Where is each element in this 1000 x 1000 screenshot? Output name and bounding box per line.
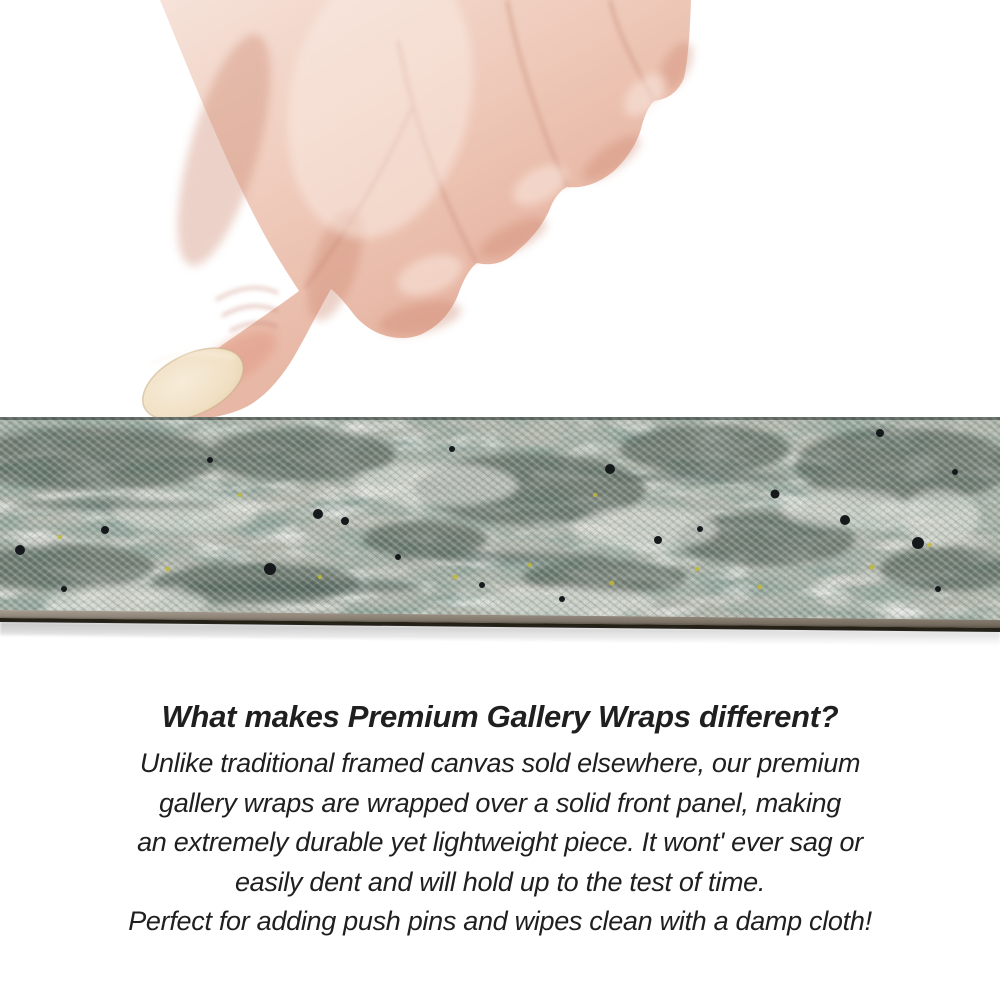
thumb xyxy=(131,288,285,420)
canvas-strip xyxy=(0,417,1000,652)
canvas-texture xyxy=(0,417,1000,622)
info-heading: What makes Premium Gallery Wraps different? xyxy=(161,699,839,734)
info-line-1: Unlike traditional framed canvas sold elsewhere, our premium xyxy=(139,748,861,778)
info-line-5: Perfect for adding push pins and wipes clean with a damp cloth! xyxy=(128,906,872,936)
info-line-4: easily dent and will hold up to the test of time. xyxy=(234,866,766,897)
hand-illustration xyxy=(131,0,699,420)
info-line-3: an extremely durable yet lightweight piece. It wont' ever sag or xyxy=(137,827,863,857)
hand-photo xyxy=(0,0,1000,420)
info-line-2: gallery wraps are wrapped over a solid front panel, making xyxy=(159,787,841,818)
info-copy xyxy=(0,699,1000,942)
thumb-creases xyxy=(216,288,278,331)
